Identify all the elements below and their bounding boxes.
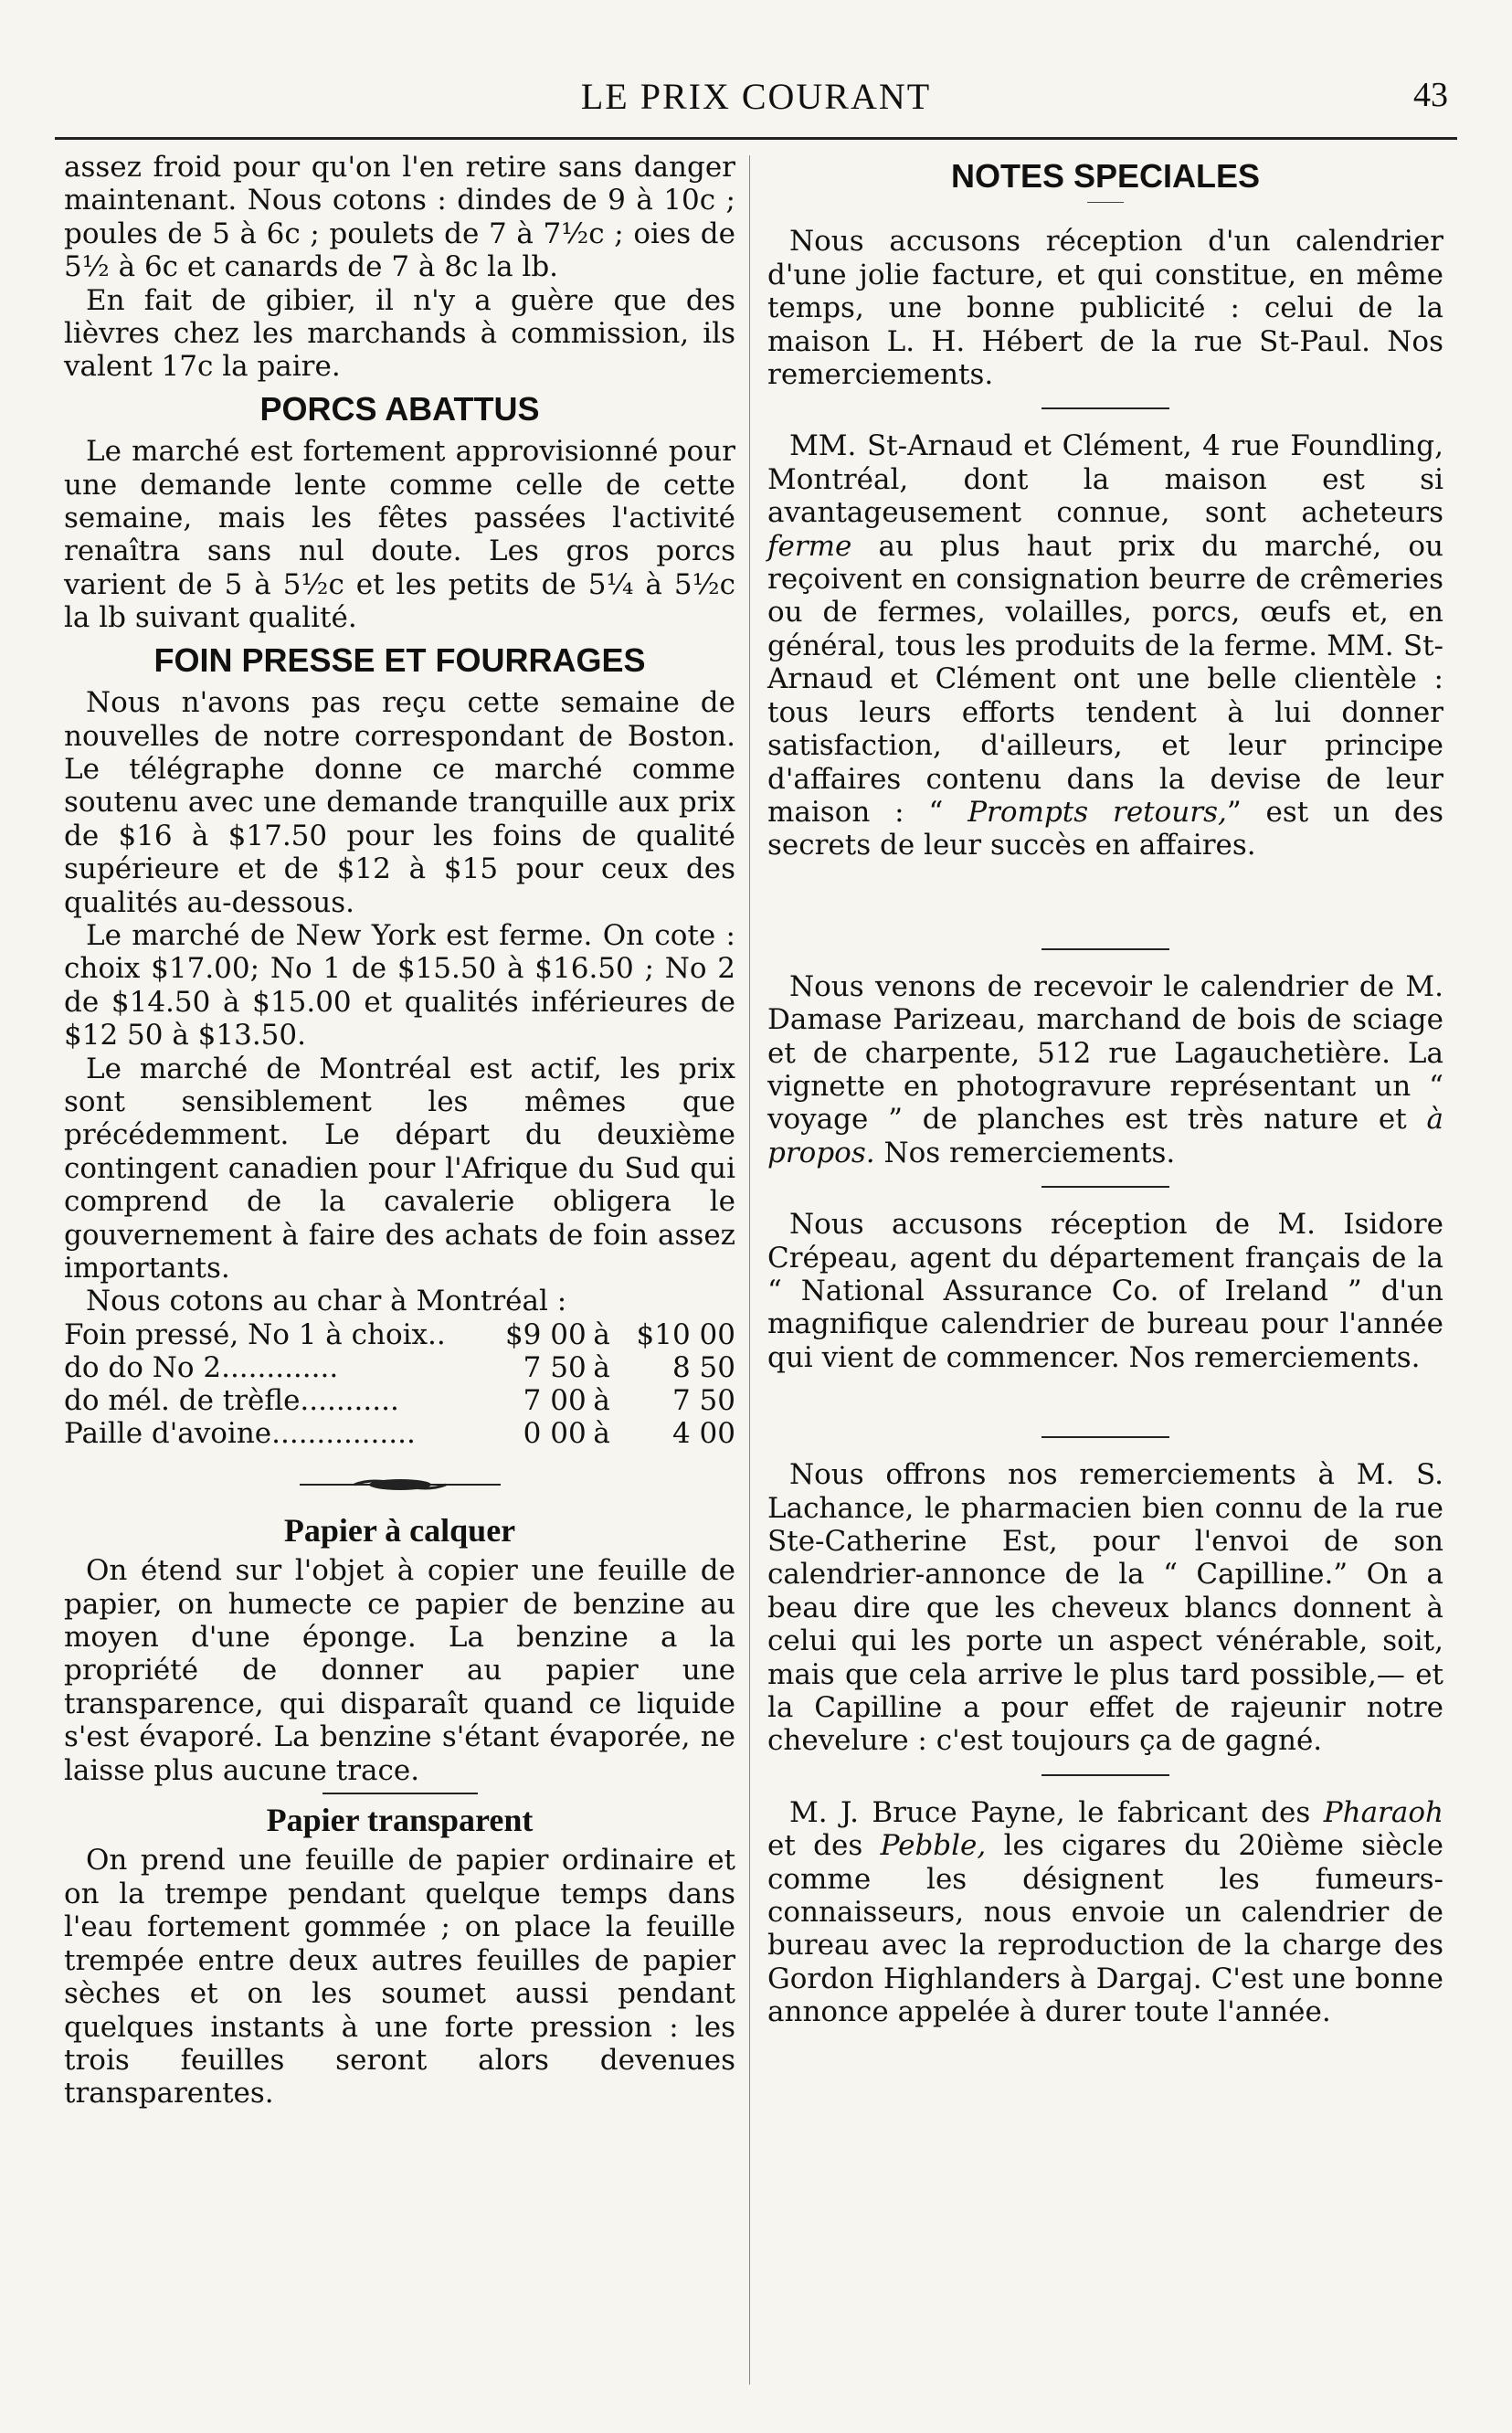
spacer [767,862,1443,932]
price-high: 4 00 [671,1416,735,1450]
note-lachance: Nous offrons nos remerciements à M. S. Lachance, le pharmacien bien connu de la rue Ste-Catherine Est, pour l'envoi de son calendrier-annonce de la “ Capilline.” On a beau dire que les cheveux blancs donnent à celui qui les porte un aspect vénérable, soit, mais que cela arrive le plus tard possible,— et la Capilline a pour effet de rajeunir notre chevelure : c'est toujours ça de gagné. [767,1458,1443,1758]
note-payne [767,1796,1443,2029]
table-row [64,1384,735,1417]
price-label: do mél. de trèfle........... [64,1383,399,1417]
price-low: 7 50 [523,1350,587,1384]
note-hebert: Nous accusons réception d'un calendrier d'une jolie facture, et qui constitue, en même temps, une bonne publicité : celui de la maison L. H. Hébert de la rue St-Paul. Nos remerciements. [767,225,1443,392]
note-st-arnaud-clement [767,429,1443,862]
price-low: $9 00 [504,1317,587,1351]
publication-title: LE PRIX COURANT [580,76,932,117]
table-row [64,1351,735,1384]
page-number: 43 [1413,76,1448,114]
ornament-divider [300,1476,501,1494]
note-text: ” est un des secrets de leur succès en affaires. [767,795,1444,862]
porcs-paragraph: Le marché est fortement approvisionné pour une demande lente comme celle de cette semaine, mais les fêtes passées l'activité renaîtra sans nul doute. Les gros porcs varient de 5 à 5½c et les petits de 5¼ à 5½c la lb suivant qualité. [64,435,735,635]
note-emphasis: à propos. [767,1103,1443,1169]
note-text: au plus haut prix du marché, ou reçoivent en consignation beurre de crêmeries ou de fermes, volailles, porcs, œufs et, en général, tous les produits de la ferme. MM. St-Arnaud et Clément ont une belle clientèle : tous leurs efforts tendent à lui donner satisfaction, d'ailleurs, et leur principe d'affaires contenu dans la devise de leur maison : “ [767,529,1443,829]
section-rule [322,1793,478,1794]
page-header [55,55,1457,140]
table-row [64,1318,735,1351]
price-high: 7 50 [671,1383,735,1417]
price-sep: à [593,1416,610,1450]
spacer [767,1374,1443,1420]
price-high: $10 00 [636,1317,735,1351]
foin-paragraph-montreal: Le marché de Montréal est actif, les prix sont sensiblement les mêmes que précédemment. Le départ du deuxième contingent canadien pour l'Afrique du Sud qui comprend de la cavalerie obligera le gouvernement à faire des achats de foin assez importants. [64,1052,735,1285]
note-parizeau [767,970,1443,1169]
hay-price-table [64,1318,735,1450]
table-row [64,1417,735,1450]
section-rule [1041,948,1169,950]
note-text: Nous venons de recevoir le calendrier de M. Damase Parizeau, marchand de bois de sciage et de charpente, 512 rue Lagauchetière. La vignette en photogravure représentant un “ voyage ” de planches est très nature et [767,969,1443,1137]
gibier-paragraph: En fait de gibier, il n'y a guère que des lièvres chez les marchands à commission, ils valent 17c la paire. [64,283,735,384]
left-column [64,151,735,2110]
section-rule [1041,1186,1169,1188]
note-emphasis: Pharaoh [1323,1795,1443,1829]
section-rule [1041,1436,1169,1438]
foin-paragraph-new-york: Le marché de New York est ferme. On cote : choix $17.00; No 1 de $15.50 à $16.50 ; No 2 de $14.50 à $15.00 et qualités inférieures de $12 50 à $13.50. [64,918,735,1053]
intro-paragraph: assez froid pour qu'on l'en retire sans danger maintenant. Nous cotons : dindes de 9 à 10c ; poules de 5 à 6c ; poulets de 7 à 7½c ; oies de 5½ à 6c et canards de 7 à 8c la lb. [64,151,735,284]
price-low: 0 00 [523,1416,587,1450]
section-rule [1041,407,1169,409]
note-text: MM. St-Arnaud et Clément, 4 rue Foundling, Montréal, dont la maison est si avantageusement connue, sont acheteurs [767,429,1443,530]
price-sep: à [593,1350,610,1384]
note-text: et des [767,1829,881,1863]
heading-papier-calquer: Papier à calquer [283,1511,516,1549]
price-high: 8 50 [671,1350,735,1384]
transparent-paragraph: On prend une feuille de papier ordinaire et on la trempe pendant quelque temps dans l'eau fortement gommée ; on place la feuille trempée entre deux autres feuilles de papier sèches et on les soumet aussi pendant quelques instants à une forte pression : les trois feuilles seront alors devenues transparentes. [64,1844,735,2110]
calquer-paragraph: On étend sur l'objet à copier une feuille de papier, on humecte ce papier de benzine au moyen d'une éponge. La benzine a la propriété de donner au papier une transparence, qui disparaît quand ce liquide s'est évaporé. La benzine s'étant évaporée, ne laisse plus aucune trace. [64,1554,735,1787]
price-label: Foin pressé, No 1 à choix.. [64,1317,446,1351]
heading-underline [1087,202,1124,203]
note-crepeau: Nous accusons réception de M. Isidore Crépeau, agent du département français de la “ National Assurance Co. of Ireland ” d'un magnifique calendrier de bureau pour l'année qui vient de commencer. Nos remerciements. [767,1208,1443,1374]
price-sep: à [593,1383,610,1417]
price-label: do do No 2............. [64,1350,339,1384]
foin-paragraph-boston: Nous n'avons pas reçu cette semaine de nouvelles de notre correspondant de Boston. Le télégraphe donne ce marché comme soutenu avec une demande tranquille aux prix de $16 à $17.50 pour les foins de qualité supérieure et de $12 à $15 pour ceux des qualités au-dessous. [64,686,735,919]
column-divider [749,155,750,2385]
note-emphasis: Prompts retours, [967,795,1227,829]
note-text: M. J. Bruce Payne, le fabricant des [789,1795,1324,1829]
note-text: Nos remerciements. [874,1136,1176,1169]
note-emphasis: ferme [767,529,852,563]
note-emphasis: Pebble, [880,1829,987,1863]
heading-porcs-abattus: PORCS ABATTUS [259,389,540,428]
heading-foin-presse: FOIN PRESSE ET FOURRAGES [153,640,646,679]
section-rule [1041,1774,1169,1776]
price-sep: à [593,1317,610,1351]
heading-papier-transparent: Papier transparent [266,1802,534,1839]
foin-paragraph-cotons: Nous cotons au char à Montréal : [86,1285,567,1318]
note-text: les cigares du 20ième siècle comme les désignent les fumeurs-connaisseurs, nous envoie un calendrier de bureau avec la reproduction de la charge des Gordon Highlanders à Dargaj. C'est une bonne annonce appelée à durer toute l'année. [767,1829,1443,2029]
price-label: Paille d'avoine................ [64,1416,416,1450]
right-column [767,151,1443,2029]
heading-notes-speciales: NOTES SPECIALES [950,157,1261,195]
price-low: 7 00 [523,1383,587,1417]
